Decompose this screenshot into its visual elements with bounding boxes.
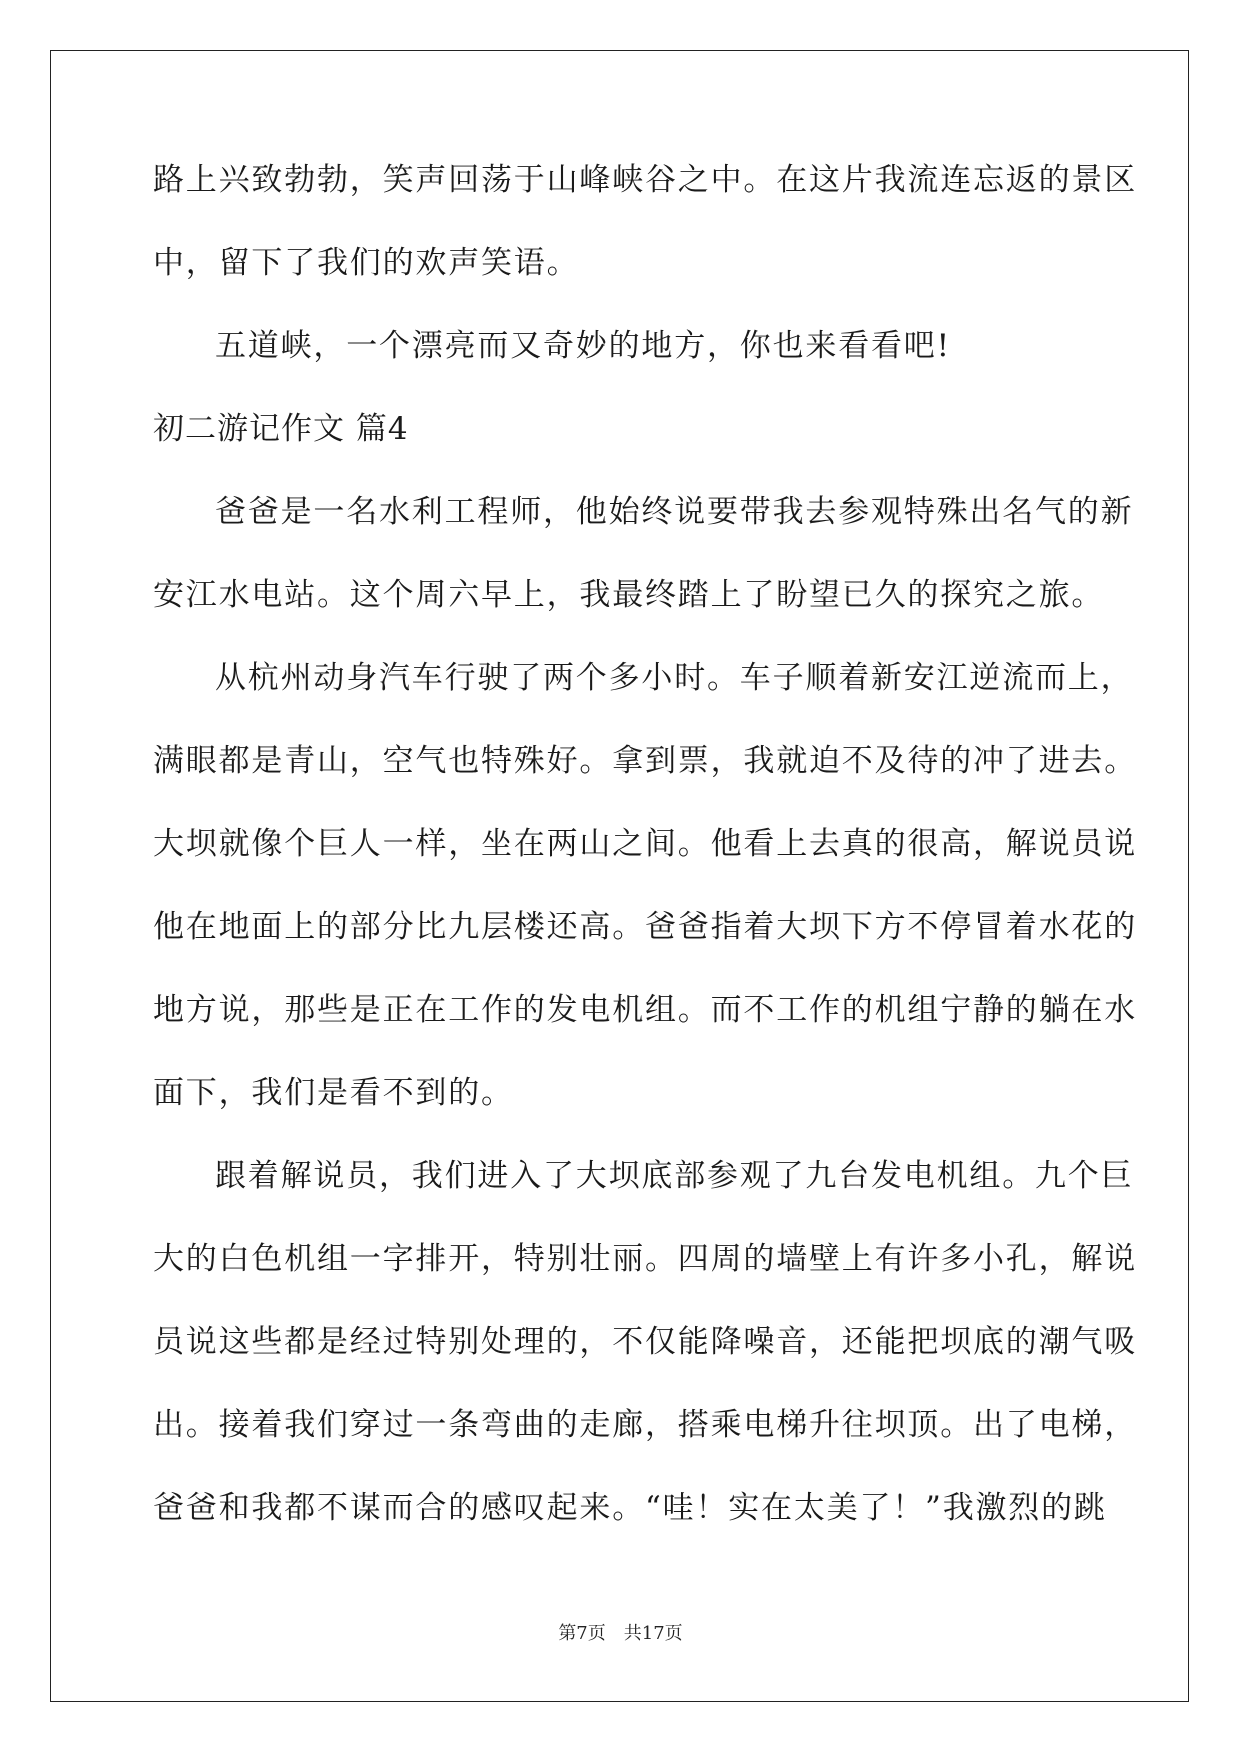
document-body <box>153 160 1137 1571</box>
text-line: 出。接着我们穿过一条弯曲的走廊，搭乘电梯升往坝顶。出了电梯， <box>153 1407 1137 1443</box>
text-line: 员说这些都是经过特别处理的，不仅能降噪音，还能把坝底的潮气吸 <box>153 1324 1137 1360</box>
text-line: 中，留下了我们的欢声笑语。 <box>153 245 580 281</box>
text-line: 跟着解说员，我们进入了大坝底部参观了九台发电机组。九个巨 <box>215 1158 1134 1194</box>
section-heading: 初二游记作文 篇4 <box>153 411 409 447</box>
page-number-footer: 第7页 共17页 <box>558 1623 683 1644</box>
text-line: 大的白色机组一字排开，特别壮丽。四周的墙壁上有许多小孔，解说 <box>153 1241 1137 1277</box>
text-line: 大坝就像个巨人一样，坐在两山之间。他看上去真的很高，解说员说 <box>153 826 1137 862</box>
text-line: 面下，我们是看不到的。 <box>153 1075 514 1111</box>
text-line: 他在地面上的部分比九层楼还高。爸爸指着大坝下方不停冒着水花的 <box>153 909 1137 945</box>
text-line: 爸爸是一名水利工程师，他始终说要带我去参观特殊出名气的新 <box>215 494 1134 530</box>
text-line: 满眼都是青山，空气也特殊好。拿到票，我就迫不及待的冲了进去。 <box>153 743 1137 779</box>
text-line: 地方说，那些是正在工作的发电机组。而不工作的机组宁静的躺在水 <box>153 992 1137 1028</box>
text-line: 爸爸和我都不谋而合的感叹起来。“哇！实在太美了！”我激烈的跳 <box>153 1490 1107 1526</box>
text-line: 五道峡，一个漂亮而又奇妙的地方，你也来看看吧! <box>215 328 951 364</box>
text-line: 从杭州动身汽车行驶了两个多小时。车子顺着新安江逆流而上， <box>215 660 1134 696</box>
text-line: 安江水电站。这个周六早上，我最终踏上了盼望已久的探究之旅。 <box>153 577 1105 613</box>
text-line: 路上兴致勃勃，笑声回荡于山峰峡谷之中。在这片我流连忘返的景区 <box>153 162 1137 198</box>
